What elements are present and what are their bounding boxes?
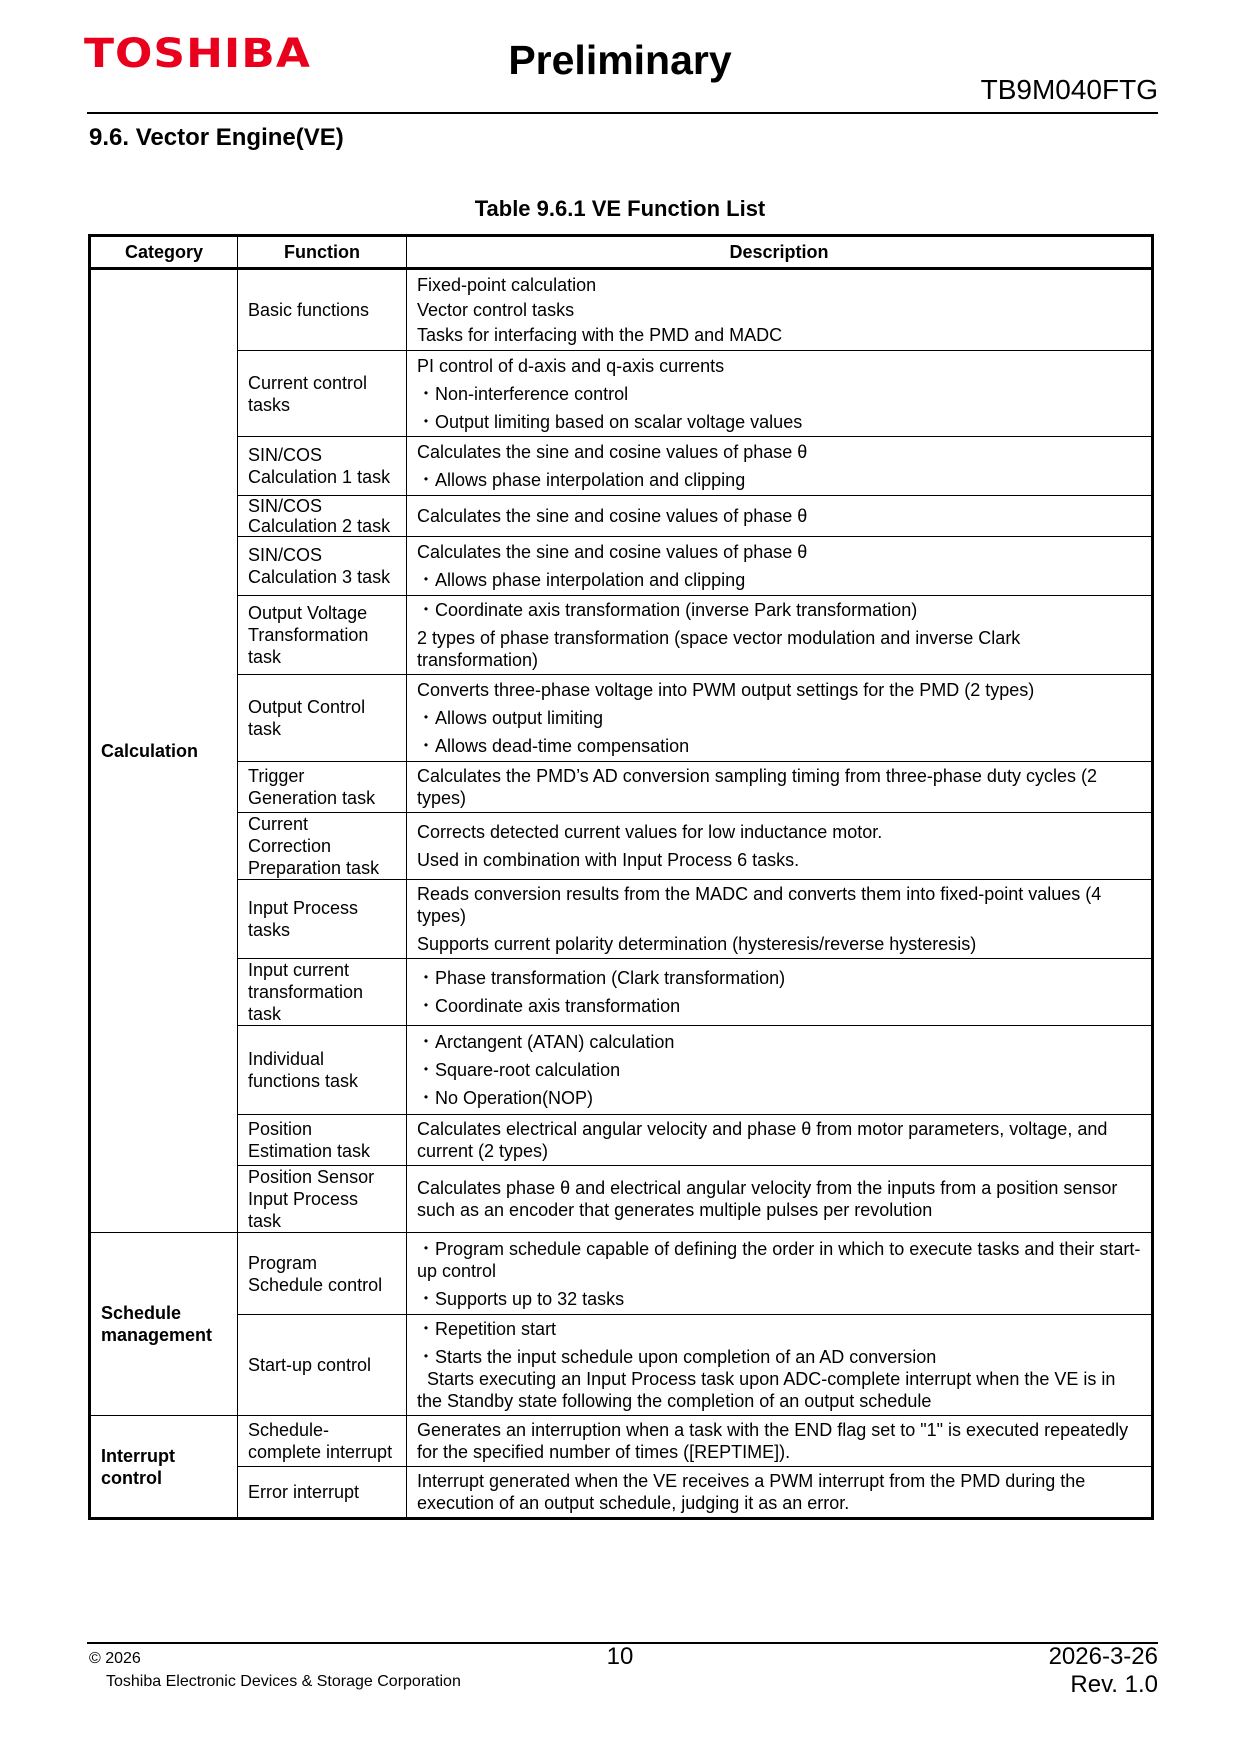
description-cell <box>407 1315 1153 1416</box>
description-cell <box>407 1416 1153 1467</box>
table-row <box>90 351 1153 437</box>
function-cell: Trigger Generation task <box>238 762 407 813</box>
table-row <box>90 496 1153 537</box>
description-cell <box>407 437 1153 496</box>
description-line: Generates an interruption when a task with the END flag set to "1" is executed repeatedly for the specified number of times ([REPTIME]). <box>417 1420 1129 1462</box>
description-cell <box>407 813 1153 880</box>
table-header-row <box>90 236 1153 269</box>
description-line: ・No Operation(NOP) <box>417 1088 594 1108</box>
description-line: Corrects detected current values for low inductance motor. <box>417 822 883 842</box>
description-cell <box>407 1166 1153 1233</box>
description-line: ・Square-root calculation <box>417 1060 621 1080</box>
function-cell: Schedule-complete interrupt <box>238 1416 407 1467</box>
function-cell: Output Control task <box>238 675 407 762</box>
description-line: ・Program schedule capable of defining the order in which to execute tasks and their start-up control <box>417 1238 1141 1281</box>
table-row <box>90 813 1153 880</box>
description-line: Supports current polarity determination (hysteresis/reverse hysteresis) <box>417 934 977 954</box>
toshiba-logo: TOSHIBA <box>84 30 311 78</box>
description-cell <box>407 269 1153 351</box>
description-line: Calculates electrical angular velocity and phase θ from motor parameters, voltage, and current (2 types) <box>417 1119 1108 1161</box>
description-line: ・Allows phase interpolation and clipping <box>417 470 746 490</box>
description-line: ・Non-interference control <box>417 383 629 404</box>
description-line: Calculates the sine and cosine values of phase θ <box>417 506 808 526</box>
function-cell: Output Voltage Transformation task <box>238 596 407 675</box>
part-number: TB9M040FTG <box>980 74 1158 105</box>
table-row <box>90 437 1153 496</box>
function-cell: Start-up control <box>238 1315 407 1416</box>
description-line: Vector control tasks <box>417 300 575 320</box>
table-row <box>90 762 1153 813</box>
description-line: Fixed-point calculation <box>417 275 597 295</box>
description-line: PI control of d-axis and q-axis currents <box>417 355 725 376</box>
table-row <box>90 1233 1153 1315</box>
table-row <box>90 959 1153 1026</box>
description-cell <box>407 1467 1153 1519</box>
description-cell <box>407 675 1153 762</box>
revision: Rev. 1.0 <box>1070 1671 1158 1698</box>
page-number: 10 <box>606 1643 634 1670</box>
description-line: ・Phase transformation (Clark transformation) <box>417 968 786 988</box>
category-cell: Interrupt control <box>90 1416 238 1519</box>
header-divider <box>87 112 1158 114</box>
description-line: ・Arctangent (ATAN) calculation <box>417 1032 675 1052</box>
company-name: Toshiba Electronic Devices & Storage Corporation <box>106 1673 461 1690</box>
table-row <box>90 880 1153 959</box>
description-cell <box>407 1233 1153 1315</box>
description-line: Tasks for interfacing with the PMD and MADC <box>417 325 783 345</box>
description-cell <box>407 1115 1153 1166</box>
description-line: Calculates the PMD’s AD conversion sampling timing from three-phase duty cycles (2 types) <box>417 766 1097 808</box>
description-line: Used in combination with Input Process 6 tasks. <box>417 850 800 870</box>
table-row <box>90 675 1153 762</box>
description-line: ・Output limiting based on scalar voltage values <box>417 411 803 432</box>
description-cell <box>407 959 1153 1026</box>
description-cell <box>407 496 1153 537</box>
description-line: 2 types of phase transformation (space vector modulation and inverse Clark transformation) <box>417 628 1021 670</box>
table-row <box>90 1416 1153 1467</box>
function-cell: Basic functions <box>238 269 407 351</box>
ve-function-table <box>88 234 1154 1520</box>
description-line: ・Supports up to 32 tasks <box>417 1288 625 1309</box>
description-line: ・Allows output limiting <box>417 708 604 728</box>
description-line: ・Starts the input schedule upon completion of an AD conversion <box>417 1347 937 1367</box>
function-cell: Current Correction Preparation task <box>238 813 407 880</box>
description-line: Calculates phase θ and electrical angular velocity from the inputs from a position sensor such as an encoder that generates multiple pulses per revolution <box>417 1178 1118 1220</box>
function-cell: Position Estimation task <box>238 1115 407 1166</box>
section-title: 9.6. Vector Engine(VE) <box>89 124 344 151</box>
function-cell: Position Sensor Input Process task <box>238 1166 407 1233</box>
description-cell <box>407 351 1153 437</box>
function-cell: Individual functions task <box>238 1026 407 1115</box>
description-cell <box>407 1026 1153 1115</box>
description-cell <box>407 880 1153 959</box>
table-row <box>90 1467 1153 1519</box>
description-line: ・Allows phase interpolation and clipping <box>417 570 746 590</box>
description-line: Reads conversion results from the MADC and converts them into fixed-point values (4 types) <box>417 884 1102 926</box>
function-cell: Program Schedule control <box>238 1233 407 1315</box>
category-cell: Calculation <box>90 269 238 1233</box>
function-cell: Current control tasks <box>238 351 407 437</box>
description-line: Converts three-phase voltage into PWM output settings for the PMD (2 types) <box>417 680 1035 700</box>
description-line: Starts executing an Input Process task upon ADC-complete interrupt when the VE is in the Standby state following the completion of an output schedule <box>417 1369 1121 1411</box>
table-row <box>90 1115 1153 1166</box>
preliminary-label: Preliminary <box>508 37 732 83</box>
description-line: ・Repetition start <box>417 1319 557 1339</box>
table-row <box>90 537 1153 596</box>
description-line: ・Coordinate axis transformation (inverse Park transformation) <box>417 600 918 620</box>
function-cell: Input current transformation task <box>238 959 407 1026</box>
description-cell <box>407 596 1153 675</box>
description-line: Calculates the sine and cosine values of phase θ <box>417 442 808 462</box>
function-cell: SIN/COS Calculation 1 task <box>238 437 407 496</box>
table-title: Table 9.6.1 VE Function List <box>474 196 766 221</box>
header-function: Function <box>238 236 407 269</box>
description-line: ・Allows dead-time compensation <box>417 736 690 756</box>
description-cell <box>407 537 1153 596</box>
table-row <box>90 1315 1153 1416</box>
function-cell: SIN/COS Calculation 3 task <box>238 537 407 596</box>
function-cell: Error interrupt <box>238 1467 407 1519</box>
table-row <box>90 1166 1153 1233</box>
description-line: Calculates the sine and cosine values of phase θ <box>417 542 808 562</box>
table-row <box>90 1026 1153 1115</box>
description-line: Interrupt generated when the VE receives a PWM interrupt from the PMD during the execution of an output schedule, judging it as an error. <box>417 1471 1086 1513</box>
table-row <box>90 596 1153 675</box>
description-cell <box>407 762 1153 813</box>
document-date: 2026-3-26 <box>1048 1643 1158 1670</box>
table-row <box>90 269 1153 351</box>
header-description: Description <box>407 236 1153 269</box>
function-cell: SIN/COS Calculation 2 task <box>238 496 407 537</box>
category-cell: Schedule management <box>90 1233 238 1416</box>
description-line: ・Coordinate axis transformation <box>417 996 681 1016</box>
header-category: Category <box>90 236 238 269</box>
copyright: © 2026 <box>89 1650 141 1667</box>
function-cell: Input Process tasks <box>238 880 407 959</box>
